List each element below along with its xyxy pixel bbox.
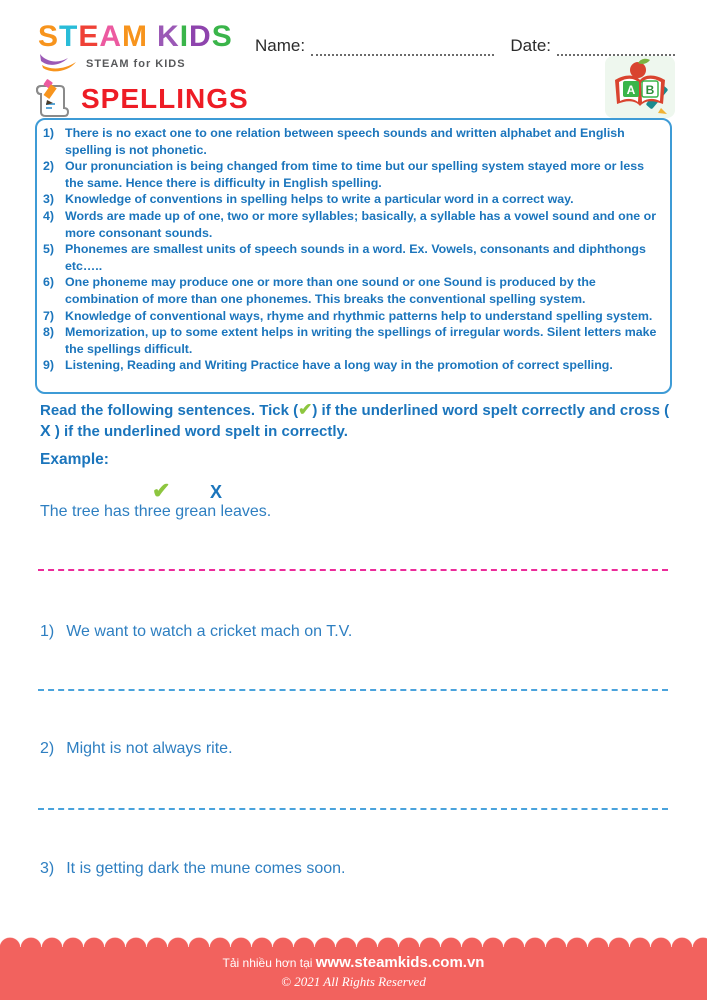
- cross-icon: X: [210, 482, 223, 502]
- logo-letter: A: [99, 20, 123, 53]
- rule-text: Memorization, up to some extent helps in writing the spellings of irregular words. Silent letters make the spellings difficult.: [65, 325, 657, 356]
- title-row: [33, 78, 249, 120]
- instruction-text: [40, 399, 672, 442]
- logo-letter: S: [211, 20, 233, 53]
- rule-text: There is no exact one to one relation between speech sounds and written alphabet and English spelling is not phonetic.: [65, 126, 625, 157]
- rule-text: Listening, Reading and Writing Practice have a long way in the promotion of correct spelling.: [65, 358, 613, 373]
- rule-text: Words are made up of one, two or more syllables; basically, a syllable has a vowel sound and one or more consonant sounds.: [65, 208, 657, 240]
- logo-letter: S: [38, 20, 60, 53]
- dashed-separator: [38, 569, 668, 571]
- rule-number: 2): [43, 159, 55, 174]
- question-item: [40, 860, 346, 878]
- rule-item: [43, 125, 662, 158]
- cross-icon: X: [40, 423, 51, 440]
- dashed-separator: [38, 808, 668, 810]
- footer-copyright: © 2021 All Rights Reserved: [281, 974, 426, 989]
- logo-letter: I: [179, 20, 190, 53]
- logo-letter: T: [59, 20, 79, 53]
- logo-letter: D: [189, 20, 212, 53]
- logo-tagline: STEAM for KIDS: [86, 58, 186, 70]
- rule-item: [43, 158, 662, 191]
- rule-number: 4): [43, 208, 55, 223]
- rule-item: [43, 208, 662, 241]
- example-label: Example:: [40, 451, 109, 468]
- rule-number: 5): [43, 242, 55, 257]
- rule-number: 9): [43, 358, 55, 373]
- rule-text: Knowledge of conventions in spelling helps to write a particular word in a correct way.: [65, 192, 574, 207]
- rule-text: Our pronunciation is being changed from time to time but our spelling system stayed more or less the same. Hence there is difficulty in English spelling.: [65, 159, 645, 190]
- rule-number: 3): [43, 192, 55, 207]
- date-input-line[interactable]: [557, 41, 675, 56]
- question-number: 1): [40, 623, 55, 640]
- question-text: Might is not always rite.: [66, 740, 233, 757]
- rule-number: 6): [43, 275, 55, 290]
- question-text: It is getting dark the mune comes soon.: [66, 860, 346, 877]
- question-item: [40, 623, 352, 641]
- tick-icon: ✔: [298, 400, 313, 419]
- rule-item: [43, 324, 662, 357]
- rule-text: Knowledge of conventional ways, rhyme and rhythmic patterns help to understand spelling system.: [65, 308, 653, 323]
- ab-book-icon: [605, 56, 675, 118]
- rule-number: 8): [43, 325, 55, 340]
- rule-item: [43, 274, 662, 307]
- date-label: Date:: [510, 36, 551, 55]
- footer-line1: [0, 954, 707, 971]
- question-item: [40, 740, 233, 758]
- footer-prefix: Tải nhiều hơn tại: [222, 956, 316, 970]
- svg-text:B: B: [645, 83, 655, 97]
- logo-swoosh-icon: [38, 52, 82, 72]
- dashed-separator: [38, 689, 668, 691]
- instruction-segment: Read the following sentences. Tick (: [40, 402, 299, 419]
- svg-text:A: A: [626, 83, 636, 97]
- rule-item: [43, 357, 662, 374]
- rule-item: [43, 241, 662, 274]
- steam-kids-logo: [38, 22, 238, 72]
- example-sentence-text: The tree has three grean leaves.: [40, 503, 272, 520]
- spelling-rules-box: [35, 118, 672, 394]
- rule-item: [43, 191, 662, 208]
- rule-item: [43, 308, 662, 325]
- name-input-line[interactable]: [311, 41, 494, 56]
- name-date-row: [255, 36, 675, 56]
- footer-banner: [0, 947, 707, 1000]
- name-label: Name:: [255, 36, 306, 55]
- instruction-segment: ) if the underlined word spelt in correctly.: [50, 423, 348, 440]
- instruction-segment: ) if the underlined word spelt correctly and cross (: [312, 402, 670, 419]
- example-sentence: [40, 478, 272, 521]
- question-number: 3): [40, 860, 55, 877]
- logo-letter: E: [78, 20, 100, 53]
- rule-number: 1): [43, 126, 55, 140]
- question-text: We want to watch a cricket mach on T.V.: [66, 623, 353, 640]
- rule-number: 7): [43, 308, 55, 323]
- scroll-pencil-icon: [33, 78, 75, 120]
- rule-text: One phoneme may produce one or more than one sound or one Sound is produced by the combination of more than one phonemes. This breaks the conventional spelling system.: [65, 275, 596, 306]
- rule-text: Phonemes are smallest units of speech sounds in a word. Ex. Vowels, consonants and diphthongs etc…..: [65, 242, 646, 273]
- footer-url-link[interactable]: www.steamkids.com.vn: [315, 954, 485, 971]
- logo-letter: M: [122, 20, 149, 53]
- page-title: SPELLINGS: [81, 83, 249, 114]
- tick-icon: ✔: [152, 478, 171, 503]
- question-number: 2): [40, 740, 55, 757]
- logo-wordmark: [38, 22, 238, 52]
- logo-letter: K: [157, 20, 180, 53]
